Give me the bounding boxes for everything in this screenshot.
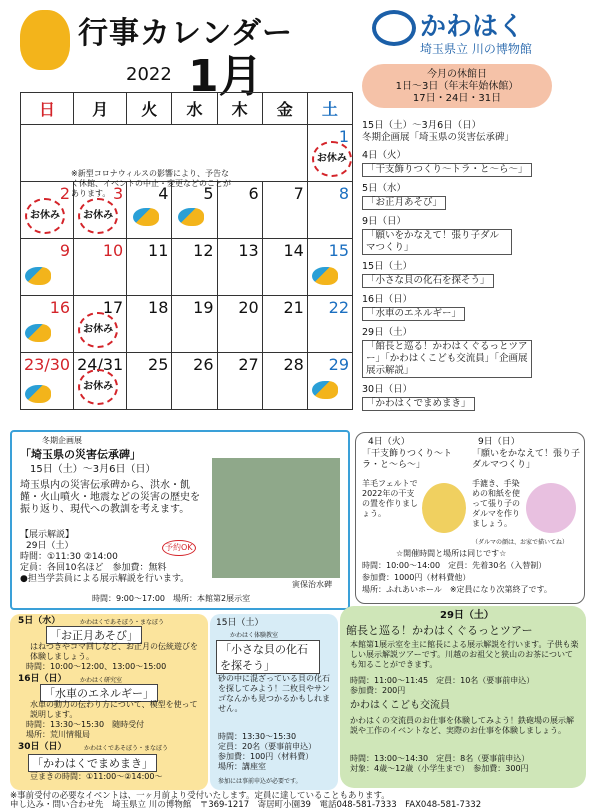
fossil-tag: かわはく体験教室 <box>230 632 279 639</box>
day-number: 13 <box>238 241 259 260</box>
day-number: 10 <box>102 241 124 260</box>
day-cell <box>21 296 74 353</box>
day-number: 6 <box>248 184 259 203</box>
activity-tag: かわはくであそぼう・まなぼう <box>84 745 169 752</box>
activity-description: 水車の動力の伝わり方について、模型を使って説明します。 <box>30 700 198 719</box>
fossil-time: 時間：13:30～15:30 <box>218 732 297 741</box>
kingfisher-icon <box>133 208 159 226</box>
craft-description: 羊毛フェルトで2022年の干支の置を作りましょう。 <box>362 479 418 518</box>
day-number: 7 <box>293 184 304 203</box>
day-cell <box>307 353 352 410</box>
photo-caption: 寅保治水碑 <box>292 580 332 589</box>
event-name: 冬期企画展「埼玉県の災害伝承碑」 <box>362 132 515 143</box>
craft-place: 場所：ふれあいホール ※定員になり次第終了です。 <box>362 585 552 594</box>
event-name: 「水車のエネルギー」 <box>362 307 465 321</box>
talk-date: 29日（土） <box>26 541 74 551</box>
day-cell <box>307 182 352 239</box>
day-cell <box>307 125 352 182</box>
craft-title: 「願いをかなえて！張り子ダルマつくり」 <box>472 449 581 470</box>
exhibition-description: 埼玉県内の災害伝承碑から、洪水・飢饉・火山噴火・地震などの災害の歴史を振り返り、現代への教訓を考えます。 <box>20 480 200 515</box>
exhibition-panel <box>10 430 350 610</box>
kingfisher-icon <box>312 267 338 285</box>
day-number: 5 <box>203 184 214 203</box>
day-cell <box>262 353 307 410</box>
craft-description: 手漉き、手染めの和紙を使って張り子のダルマを作りましょう。 <box>472 479 520 528</box>
tour-panel <box>340 606 586 788</box>
day-cell <box>172 182 217 239</box>
kids-description: かわはくの交流員のお仕事を体験してみよう！鉄砲場の展示解説や工作のイベントなど、実際のお仕事を体験しましょう。 <box>350 716 574 735</box>
activity-date: 30日（日） <box>18 742 67 752</box>
event-name: 「小さな貝の化石を探そう」 <box>362 274 494 288</box>
event-list <box>362 120 582 417</box>
talk-note: ●担当学芸員による展示解説を行います。 <box>20 574 190 584</box>
tour-date: 29日（土） <box>440 610 494 621</box>
activity-title: 「水車のエネルギー」 <box>40 684 158 702</box>
closed-stamp: お休み <box>312 141 352 177</box>
monument-photo <box>212 458 340 578</box>
day-cell <box>127 296 172 353</box>
activity-date: 5日（水） <box>18 616 61 626</box>
day-number: 21 <box>283 298 304 317</box>
kingfisher-icon <box>25 385 51 403</box>
list-item <box>362 150 582 177</box>
day-cell <box>127 182 172 239</box>
closed-stamp: お休み <box>78 312 118 348</box>
weekday-label: 金 <box>262 93 307 125</box>
fossil-panel <box>210 614 338 790</box>
closed-days-badge <box>362 64 552 108</box>
craft-title: 「干支飾りつくり～トラ・と～ら～」 <box>362 449 453 470</box>
day-number: 2 <box>59 184 71 203</box>
day-number: 11 <box>148 241 169 260</box>
fossil-fee: 参加費：100円（材料費） <box>218 752 314 761</box>
kids-title: かわはくこども交流員 <box>350 700 450 711</box>
activity-time: 時間：13:30～15:30 随時受付 <box>26 720 145 729</box>
fossil-place: 場所：講座室 <box>218 762 266 771</box>
day-cell <box>307 296 352 353</box>
logo-icon <box>372 10 416 46</box>
kingfisher-icon <box>312 381 338 399</box>
day-number: 14 <box>283 241 304 260</box>
day-cell <box>172 296 217 353</box>
kingfisher-icon <box>25 324 51 342</box>
mascot-icon <box>20 10 70 70</box>
tour-fee: 参加費：200円 <box>350 686 406 695</box>
list-item <box>362 120 582 144</box>
activity-time: 豆まきの時間：①11:00～②14:00～ <box>30 772 163 781</box>
day-number: 19 <box>193 298 214 317</box>
day-number: 25 <box>148 355 169 374</box>
fossil-note: 参加には事前申込が必要です。 <box>218 778 302 785</box>
day-cell <box>74 182 127 239</box>
event-date: 15日（土） <box>362 261 413 272</box>
exhibition-period: 15日（土）～3月6日（日） <box>30 464 156 475</box>
activity-time: 時間：10:00～12:00、13:00～15:00 <box>26 662 167 671</box>
talk-capacity: 定員：各回10名ほど 参加費：無料 <box>20 563 167 573</box>
weekday-label: 木 <box>217 93 262 125</box>
event-date: 5日（水） <box>362 183 407 194</box>
day-number: 9 <box>59 241 71 260</box>
craft-time: 時間：10:00～14:00 定員：先着30名（入替制） <box>362 561 547 570</box>
day-number: 20 <box>238 298 259 317</box>
craft-panel <box>355 432 585 604</box>
day-cell <box>74 296 127 353</box>
footer <box>10 792 590 810</box>
activity-tag: かわはく研究室 <box>80 677 123 684</box>
event-date: 15日（土）～3月6日（日） <box>362 120 482 131</box>
craft-caption: （ダルマの顔は、お家で描いてね） <box>472 539 569 546</box>
day-cell <box>21 353 74 410</box>
day-cell <box>217 353 262 410</box>
calendar-note: ※新型コロナウィルスの影響により、予告なく休館、イベントの中止・変更などのことがあります。 <box>71 169 231 198</box>
month: 1月 <box>188 51 263 102</box>
closed-stamp: お休み <box>78 198 118 234</box>
activity-title: 「お正月あそび」 <box>46 626 142 644</box>
day-cell <box>21 182 74 239</box>
activity-date: 16日（日） <box>18 674 67 684</box>
event-name: 「かわはくでまめまき」 <box>362 397 475 411</box>
day-number: 24/31 <box>77 355 124 374</box>
weekday-label: 日 <box>21 93 74 125</box>
day-number: 22 <box>328 298 349 317</box>
event-date: 9日（日） <box>362 216 407 227</box>
day-cell <box>74 239 127 296</box>
talk-title: 【展示解説】 <box>20 530 75 540</box>
tour-title: 館長と巡る！かわはくぐるっとツアー <box>346 624 533 637</box>
event-name: 「館長と巡る！かわはくぐるっとツアー」「かわはくこども交流員」「企画展展示解説」 <box>362 340 532 378</box>
day-number: 1 <box>338 127 349 146</box>
day-number: 3 <box>113 184 124 203</box>
logo-subtitle: 埼玉県立 川の博物館 <box>420 42 532 56</box>
list-item <box>362 294 582 321</box>
craft-common: ☆開催時間と場所は同じです☆ <box>396 549 507 558</box>
event-name: 「干支飾りつくり～トラ・と～ら～」 <box>362 163 532 177</box>
day-number: 23/30 <box>24 355 71 374</box>
exhibition-title: 「埼玉県の災害伝承碑」 <box>20 448 141 461</box>
day-cell <box>262 296 307 353</box>
day-cell <box>21 239 74 296</box>
day-cell <box>127 353 172 410</box>
activity-title: 「かわはくでまめまき」 <box>28 754 157 772</box>
day-cell <box>262 239 307 296</box>
kingfisher-icon <box>25 267 51 285</box>
day-cell <box>262 182 307 239</box>
day-number: 29 <box>328 355 349 374</box>
day-cell <box>217 296 262 353</box>
activity-place: 場所：荒川情報局 <box>26 730 90 739</box>
craft-fee: 参加費：1000円（材料費他） <box>362 573 471 582</box>
tiger-craft-photo <box>422 483 466 533</box>
activity-tag: かわはくであそぼう・まなぼう <box>80 619 165 626</box>
closed-days-line: 17日・24日・31日 <box>412 93 502 104</box>
year: 2022 <box>126 64 172 85</box>
event-date: 4日（火） <box>362 150 407 161</box>
day-number: 8 <box>338 184 349 203</box>
page-title: 行事カレンダー <box>78 16 294 51</box>
fossil-date: 15日（土） <box>216 618 264 628</box>
calendar-header-row <box>21 93 353 125</box>
weekday-label: 水 <box>172 93 217 125</box>
day-cell <box>307 239 352 296</box>
craft-date: 9日（日） <box>478 437 520 447</box>
fossil-title: 「小さな貝の化石を探そう」 <box>216 640 320 674</box>
day-number: 15 <box>328 241 349 260</box>
event-name: 「願いをかなえて！張り子ダルマつくり」 <box>362 229 512 255</box>
weekday-label: 火 <box>127 93 172 125</box>
day-number: 4 <box>158 184 169 203</box>
tour-time: 時間：11:00～11:45 定員：10名（要事前申込） <box>350 676 535 685</box>
footer-contact: 申し込み・問い合わせ先 埼玉県立 川の博物館 〒369-1217 寄居町小園39 電話048-581-7333 FAX048-581-7332 <box>10 800 482 810</box>
activities-panel <box>10 614 208 790</box>
exhibition-tag: 冬期企画展 <box>42 436 82 445</box>
tour-description: 本館第1展示室を主に館長による展示解説を行います。子供も楽しい展示解説ツアーです。川越のお祖父と狭山のお茶についても知ることができます。 <box>350 640 579 669</box>
list-item <box>362 183 582 210</box>
day-cell <box>172 239 217 296</box>
event-name: 「お正月あそび」 <box>362 196 446 210</box>
day-cell <box>217 182 262 239</box>
exhibition-hours: 時間：9:00～17:00 場所：本館第2展示室 <box>92 594 251 603</box>
kingfisher-icon <box>178 208 204 226</box>
fossil-capacity: 定員：20名（要事前申込） <box>218 742 317 751</box>
weekday-label: 土 <box>307 93 352 125</box>
event-date: 29日（土） <box>362 327 413 338</box>
closed-stamp: お休み <box>25 198 65 234</box>
list-item <box>362 216 582 255</box>
day-number: 12 <box>193 241 214 260</box>
reservation-ok-badge: 予約OK <box>162 540 196 556</box>
calendar <box>20 92 353 410</box>
event-date: 30日（日） <box>362 384 413 395</box>
day-cell <box>172 353 217 410</box>
daruma-photo <box>526 483 576 533</box>
calendar-note-cell <box>21 125 308 198</box>
closed-stamp: お休み <box>78 369 118 405</box>
day-cell <box>127 239 172 296</box>
list-item <box>362 384 582 411</box>
list-item <box>362 261 582 288</box>
kids-time: 時間：13:00～14:30 定員：8名（要事前申込） <box>350 754 530 763</box>
day-number: 28 <box>283 355 304 374</box>
day-number: 18 <box>148 298 169 317</box>
day-cell <box>217 239 262 296</box>
closed-days-line: 1日～3日（年末年始休館） <box>395 81 519 92</box>
fossil-description: 砂の中に混ざっている貝の化石を探してみよう！二枚貝やサンゴなんかも見つかるかもしれません。 <box>218 674 330 713</box>
day-number: 26 <box>193 355 214 374</box>
day-number: 17 <box>102 298 124 317</box>
event-date: 16日（日） <box>362 294 413 305</box>
day-number: 16 <box>49 298 71 317</box>
closed-days-title: 今月の休館日 <box>427 69 487 80</box>
footer-note: ※事前受付の必要なイベントは、一ヶ月前より受付いたします。定員に達していることもあります。 <box>10 791 390 801</box>
day-cell <box>74 353 127 410</box>
craft-date: 4日（火） <box>368 437 410 447</box>
talk-time: 時間：①11:30 ②14:00 <box>20 552 118 562</box>
kids-target: 対象：4歳～12歳（小学生まで） 参加費：300円 <box>350 764 529 773</box>
list-item <box>362 327 582 378</box>
activity-description: はねつきやコマ回しなど、お正月の伝統遊びを体験しましょう。 <box>30 642 198 661</box>
logo-text: かわはく <box>420 12 525 42</box>
weekday-label: 月 <box>74 93 127 125</box>
day-number: 27 <box>238 355 259 374</box>
